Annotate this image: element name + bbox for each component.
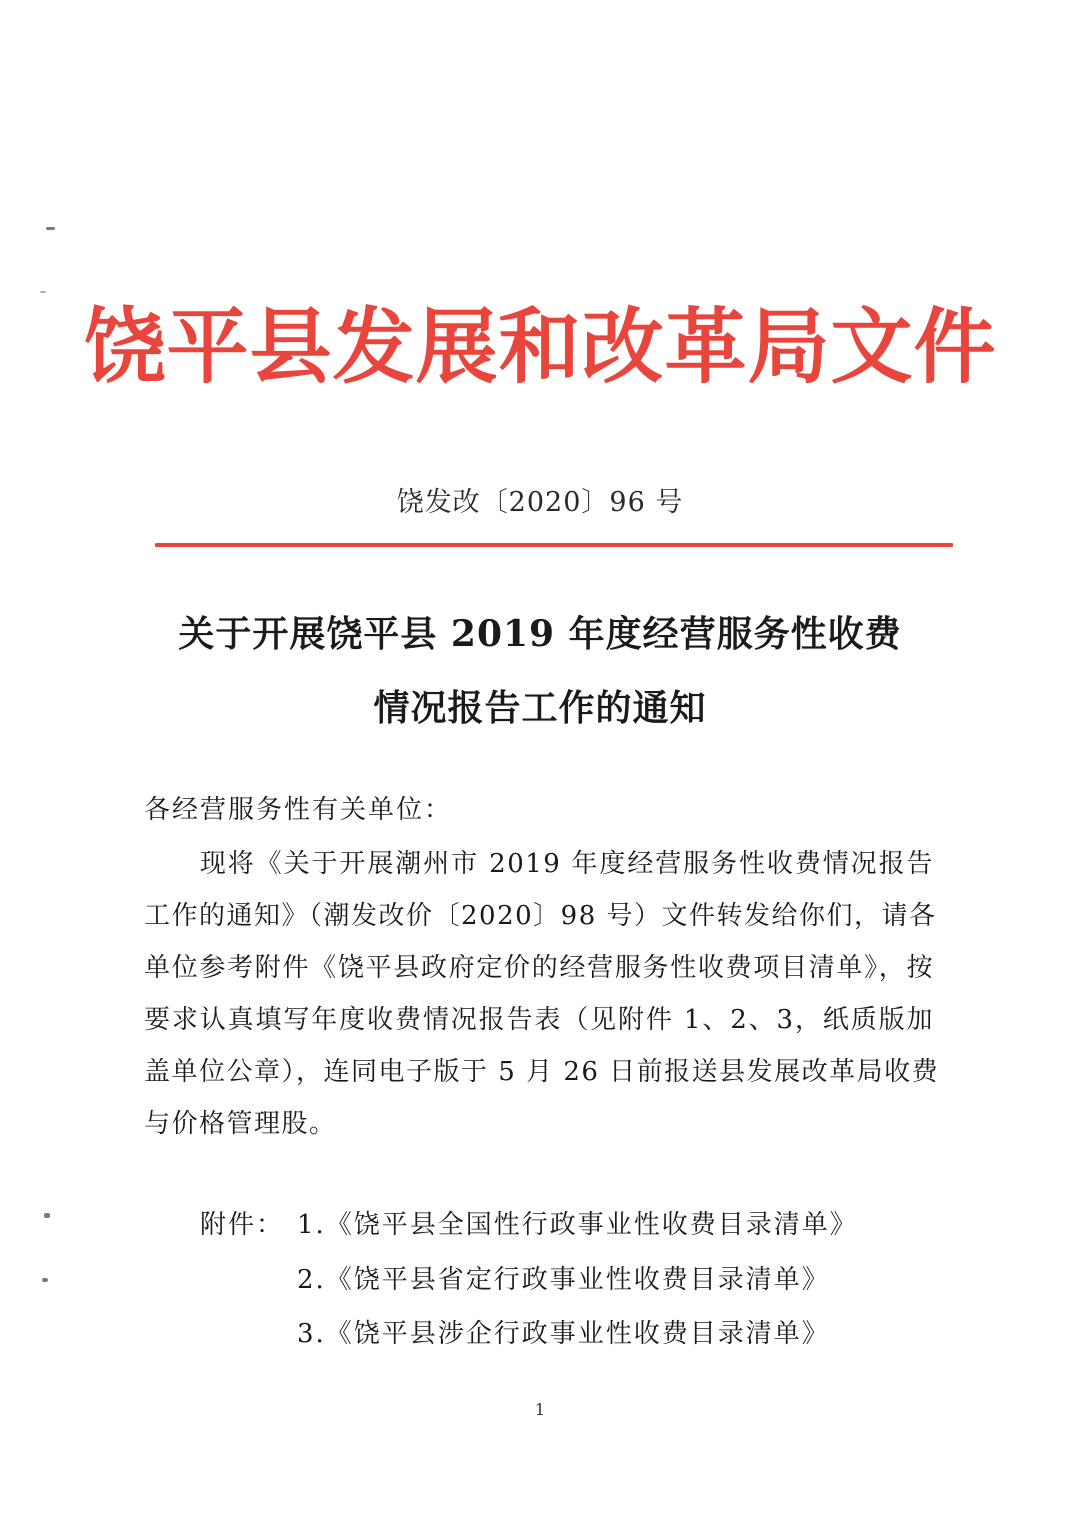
body-line-1: 现将《关于开展潮州市 2019 年度经营服务性收费情况报告 [144, 849, 934, 879]
notice-title-line-2: 情况报告工作的通知 [373, 687, 707, 729]
scan-speck [46, 227, 55, 230]
notice-title-line-1: 关于开展饶平县 2019 年度经营服务性收费 [178, 613, 902, 655]
red-divider-line [155, 543, 953, 547]
body-line-6: 与价格管理股。 [144, 1109, 337, 1139]
scan-speck [42, 1278, 48, 1282]
body-line-5: 盖单位公章），连同电子版于 5 月 26 日前报送县发展改革局收费 [144, 1057, 940, 1087]
page-number: 1 [534, 1400, 546, 1419]
attachments-label: 附件： [200, 1210, 285, 1240]
body-line-4: 要求认真填写年度收费情况报告表（见附件 1、2、3，纸质版加 [144, 1005, 934, 1035]
attachment-item-3: 3.《饶平县涉企行政事业性收费目录清单》 [297, 1319, 830, 1349]
issuing-authority-title: 饶平县发展和改革局文件 [83, 300, 997, 395]
document-number: 饶发改〔2020〕96 号 [396, 487, 684, 518]
salutation: 各经营服务性有关单位： [144, 795, 453, 825]
scan-speck [44, 1213, 50, 1218]
attachment-item-2: 2.《饶平县省定行政事业性收费目录清单》 [297, 1265, 830, 1295]
attachment-item-1: 1.《饶平县全国性行政事业性收费目录清单》 [297, 1210, 858, 1240]
body-line-2: 工作的通知》（潮发改价〔2020〕98 号）文件转发给你们，请各 [144, 901, 937, 931]
body-line-3: 单位参考附件《饶平县政府定价的经营服务性收费项目清单》，按 [144, 953, 934, 983]
